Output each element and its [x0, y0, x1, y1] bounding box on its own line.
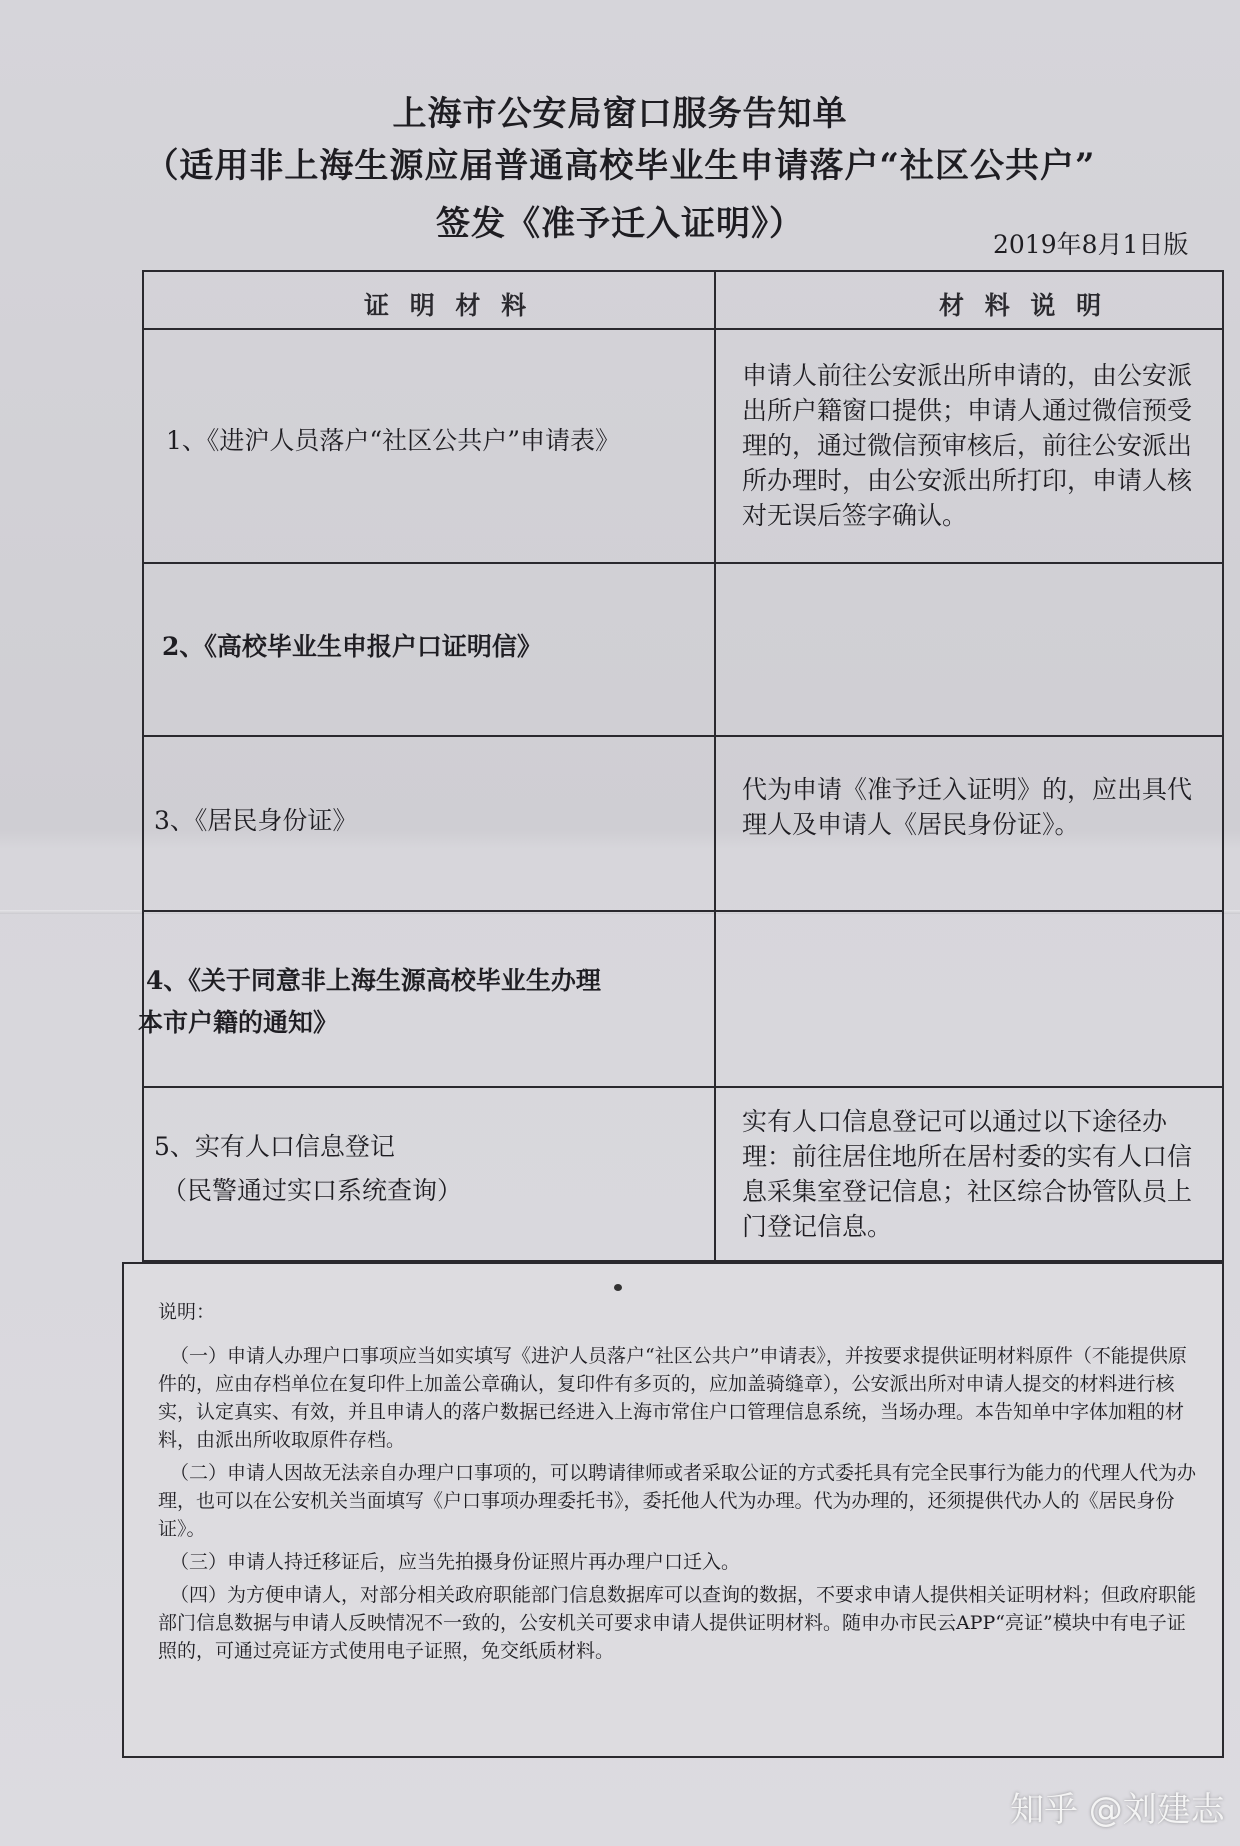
notes-title: 说明： — [158, 1301, 216, 1323]
note-item: （二）申请人因故无法亲自办理户口事项的，可以聘请律师或者采取公证的方式委托具有完全民事行为能力的代理人代为办理，也可以在公安机关当面填写《户口事项办理委托书》，委托他人代为办理。代为办理的，还须提供代办人的《居民身份证》。 — [158, 1462, 1197, 1540]
table-divider — [144, 910, 1222, 912]
col-header-materials: 证 明 材 料 — [364, 291, 533, 320]
table-divider — [144, 1086, 1222, 1088]
watermark: 知乎 @刘建志 — [1010, 1790, 1225, 1830]
table-divider — [144, 328, 1222, 330]
table-divider — [144, 562, 1222, 564]
row3-material: 3、《居民身份证》 — [154, 806, 358, 835]
notes-body — [158, 1342, 1198, 1670]
row4-material-line2: 本市户籍的通知》 — [138, 1008, 339, 1037]
column-divider — [714, 272, 716, 1262]
ink-dot — [614, 1284, 622, 1291]
doc-version: 2019年8月1日版 — [993, 230, 1189, 259]
notes-box — [122, 1262, 1224, 1758]
col-header-notes: 材 料 说 明 — [939, 291, 1108, 320]
table-divider — [144, 735, 1222, 737]
doc-subtitle-line1: （适用非上海生源应届普通高校毕业生申请落户“社区公共户” — [144, 146, 1096, 186]
doc-subtitle-line2: 签发《准予迁入证明》） — [436, 204, 804, 244]
note-item: （三）申请人持迁移证后，应当先拍摄身份证照片再办理户口迁入。 — [170, 1551, 741, 1573]
note-item: （一）申请人办理户口事项应当如实填写《进沪人员落户“社区公共户”申请表》，并按要求提供证明材料原件（不能提供原件的，应由存档单位在复印件上加盖公章确认，复印件有多页的，应加盖骑缝章），公安派出所对申请人提交的材料进行核实，认定真实、有效，并且申请人的落户数据已经进入上海市常住户口管理信息系统，当场办理。本告知单中字体加粗的材料，由派出所收取原件存档。 — [158, 1345, 1187, 1451]
row1-material: 1、《进沪人员落户“社区公共户”申请表》 — [166, 426, 620, 455]
row5-material-line1: 5、实有人口信息登记 — [154, 1132, 395, 1161]
row2-material: 2、《高校毕业生申报户口证明信》 — [162, 632, 542, 661]
doc-title: 上海市公安局窗口服务告知单 — [392, 94, 848, 134]
row3-note: 代为申请《准予迁入证明》的，应出具代理人及申请人《居民身份证》。 — [742, 775, 1193, 839]
materials-table — [138, 270, 1224, 1262]
row4-material-line1: 4、《关于同意非上海生源高校毕业生办理 — [146, 966, 601, 995]
row5-note: 实有人口信息登记可以通过以下途径办理：前往居住地所在居村委的实有人口信息采集室登记信息；社区综合协管队员上门登记信息。 — [742, 1107, 1193, 1241]
note-item: （四）为方便申请人，对部分相关政府职能部门信息数据库可以查询的数据，不要求申请人提供相关证明材料；但政府职能部门信息数据与申请人反映情况不一致的，公安机关可要求申请人提供证明材料。随申办市民云APP“亮证”模块中有电子证照的，可通过亮证方式使用电子证照，免交纸质材料。 — [158, 1584, 1197, 1662]
row5-material-line2: （民警通过实口系统查询） — [162, 1176, 463, 1205]
row1-note: 申请人前往公安派出所申请的，由公安派出所户籍窗口提供；申请人通过微信预受理的，通过微信预审核后，前往公安派出所办理时，由公安派出所打印，申请人核对无误后签字确认。 — [742, 361, 1193, 530]
